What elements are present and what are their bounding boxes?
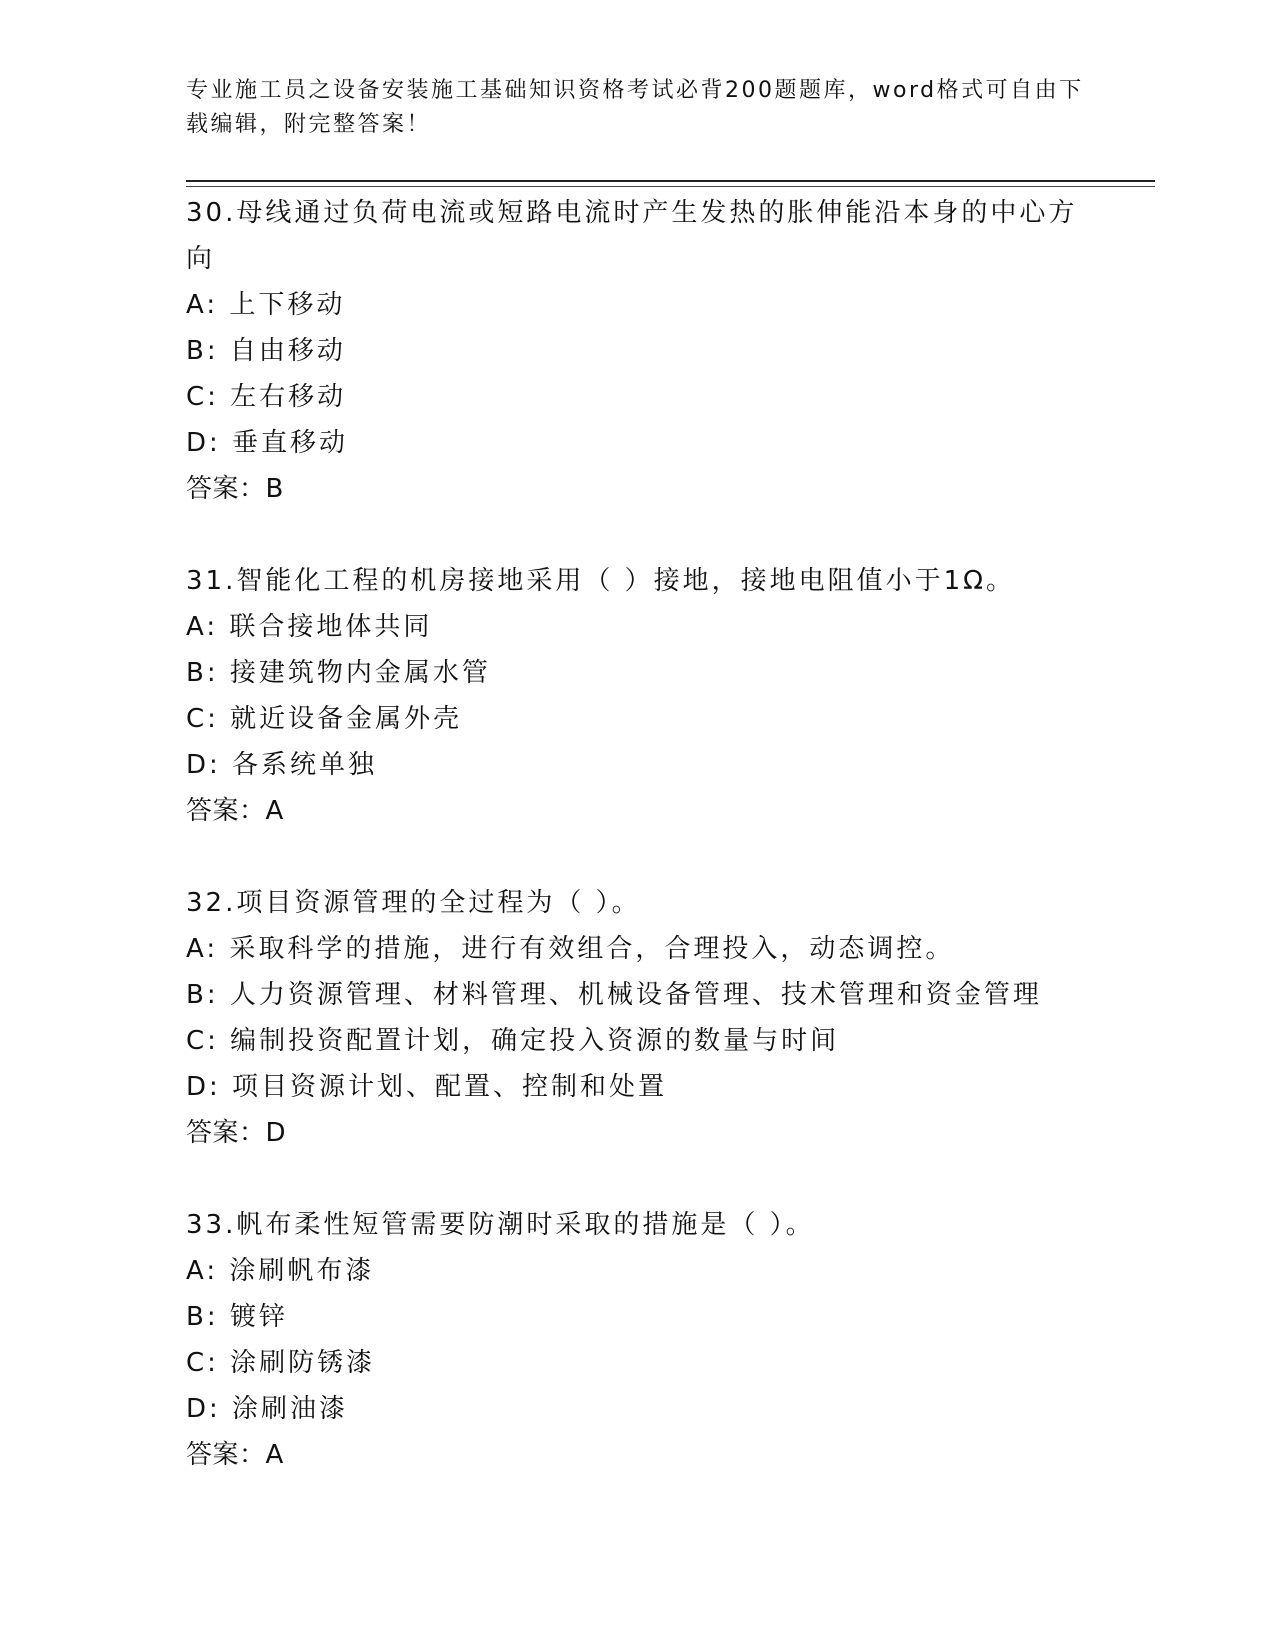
question-item: [186, 558, 1155, 834]
option-b: B: 人力资源管理、材料管理、机械设备管理、技术管理和资金管理: [186, 980, 1042, 1010]
answer: 答案：B: [186, 474, 284, 504]
answer: 答案：A: [186, 796, 284, 826]
option-b: B: 接建筑物内金属水管: [186, 658, 491, 688]
option-a: A: 采取科学的措施，进行有效组合，合理投入，动态调控。: [186, 934, 955, 964]
question-item: [186, 880, 1155, 1156]
option-c: C: 左右移动: [186, 382, 347, 412]
question-item: [186, 1202, 1155, 1478]
question-stem: 31.智能化工程的机房接地采用（ ）接地，接地电阻值小于1Ω。: [186, 566, 1016, 596]
header-divider-thick: [186, 180, 1155, 182]
answer: 答案：A: [186, 1440, 284, 1470]
answer: 答案：D: [186, 1118, 287, 1148]
question-item: [186, 190, 1155, 512]
option-c: C: 就近设备金属外壳: [186, 704, 463, 734]
option-b: B: 镀锌: [186, 1302, 288, 1332]
header-divider-thin: [186, 186, 1155, 187]
option-d: D: 垂直移动: [186, 428, 349, 458]
option-a: A: 联合接地体共同: [186, 612, 433, 642]
document-header: 专业施工员之设备安装施工基础知识资格考试必背200题题库，word格式可自由下载编辑，附完整答案！: [186, 78, 1084, 137]
question-stem: 30.母线通过负荷电流或短路电流时产生发热的胀伸能沿本身的中心方向: [186, 198, 1078, 274]
option-d: D: 各系统单独: [186, 750, 378, 780]
option-d: D: 涂刷油漆: [186, 1394, 349, 1424]
option-a: A: 涂刷帆布漆: [186, 1256, 375, 1286]
option-b: B: 自由移动: [186, 336, 346, 366]
option-c: C: 编制投资配置计划，确定投入资源的数量与时间: [186, 1026, 840, 1056]
question-list: [186, 190, 1155, 1524]
question-stem: 33.帆布柔性短管需要防潮时采取的措施是（ ）。: [186, 1210, 815, 1240]
option-d: D: 项目资源计划、配置、控制和处置: [186, 1072, 668, 1102]
question-stem: 32.项目资源管理的全过程为（ ）。: [186, 888, 641, 918]
option-a: A: 上下移动: [186, 290, 346, 320]
option-c: C: 涂刷防锈漆: [186, 1348, 376, 1378]
